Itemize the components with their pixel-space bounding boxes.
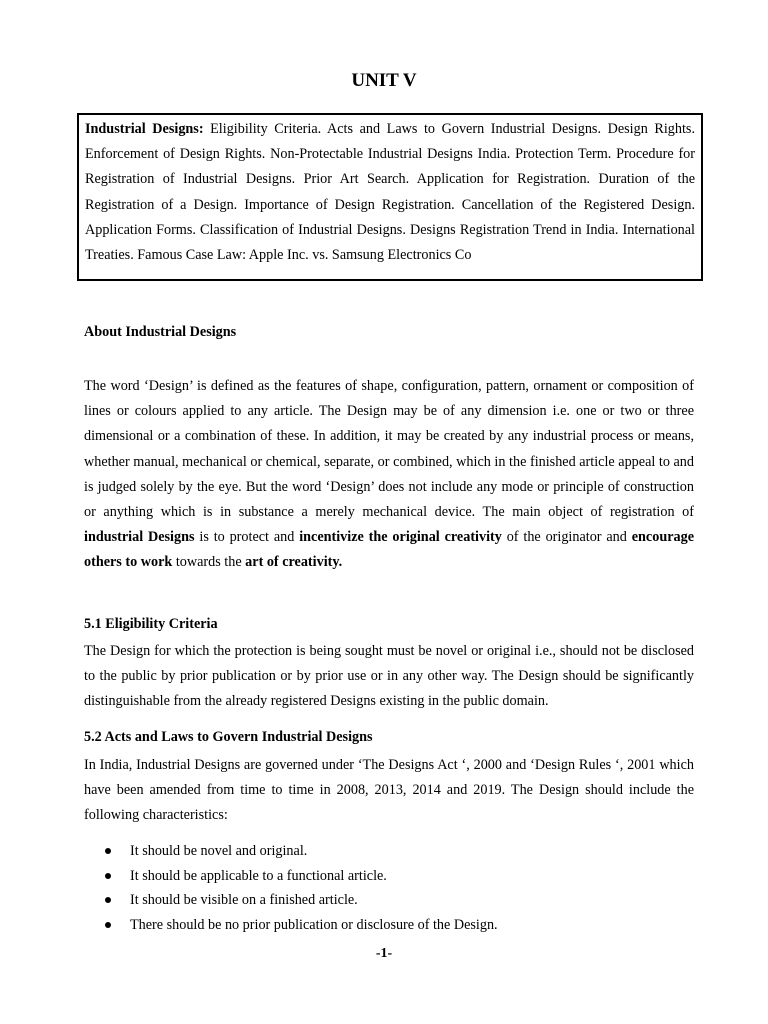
list-item <box>84 888 694 913</box>
section-52-paragraph: In India, Industrial Designs are governed under ‘The Designs Act ‘, 2000 and ‘Design Rules ‘, 2001 which have been amended from time to time in 2008, 2013, 2014 and 2019. The Design should include the following characteristics: <box>84 757 694 824</box>
section-52-heading: 5.2 Acts and Laws to Govern Industrial Designs <box>84 729 373 745</box>
about-text-3: of the originator and <box>501 529 632 546</box>
list-item-text: It should be novel and original. <box>130 843 308 859</box>
list-item-text: It should be applicable to a functional article. <box>130 867 387 884</box>
section-51-paragraph: The Design for which the protection is being sought must be novel or original i.e., should not be disclosed to the public by prior publication or by prior use or in any other way. The Design should be significantly distinguishable from the already registered Designs existing in the public domain. <box>84 643 694 710</box>
about-bold-3: encourage others to work <box>84 529 694 571</box>
about-bold-1: industrial Designs <box>84 529 195 546</box>
about-text-4: towards the <box>172 554 246 571</box>
bullet-icon <box>105 848 111 854</box>
list-item <box>84 913 694 938</box>
about-heading: About Industrial Designs <box>84 324 237 340</box>
bullet-icon <box>105 873 111 879</box>
about-bold-2: incentivize the original creativity <box>299 529 502 546</box>
list-item <box>84 864 694 889</box>
list-item-text: It should be visible on a finished article. <box>130 892 358 908</box>
syllabus-label: Industrial Designs: <box>85 121 204 137</box>
about-paragraph <box>84 374 694 576</box>
bullet-icon <box>105 922 111 928</box>
syllabus-text: Eligibility Criteria. Acts and Laws to Govern Industrial Designs. Design Rights. Enforcement of Design Rights. Non-Protectable Industrial Designs India. Protection Term. Procedure for Registration of Industrial Designs. Prior Art Search. Application for Registration. Duration of the Registration of a Design. Importance of Design Registration. Cancellation of the Registered Design. Application Forms. Classification of Industrial Designs. Designs Registration Trend in India. International Treaties. Famous Case Law: Apple Inc. vs. Samsung Electronics Co <box>85 121 695 264</box>
list-item <box>84 839 694 864</box>
about-bold-4: art of creativity. <box>245 554 343 571</box>
about-text-1: The word ‘Design’ is defined as the features of shape, configuration, pattern, ornament or composition of lines or colours applied to any article. The Design may be of any dimension i.e. one or two or three dimensional or a combination of these. In addition, it may be created by any industrial process or means, whether manual, mechanical or chemical, separate, or combined, which in the finished article appeal to and is judged solely by the eye. But the word ‘Design’ does not include any mode or principle of construction or anything which is in substance a merely mechanical device. The main object of registration of <box>84 378 694 521</box>
characteristics-list <box>84 839 694 937</box>
section-51-heading: 5.1 Eligibility Criteria <box>84 616 218 632</box>
unit-title: UNIT V <box>351 70 417 91</box>
page-number: -1- <box>375 946 393 961</box>
list-item-text: There should be no prior publication or disclosure of the Design. <box>130 916 498 933</box>
syllabus-box <box>77 113 703 281</box>
bullet-icon <box>105 897 111 903</box>
about-text-2: is to protect and <box>194 529 300 546</box>
